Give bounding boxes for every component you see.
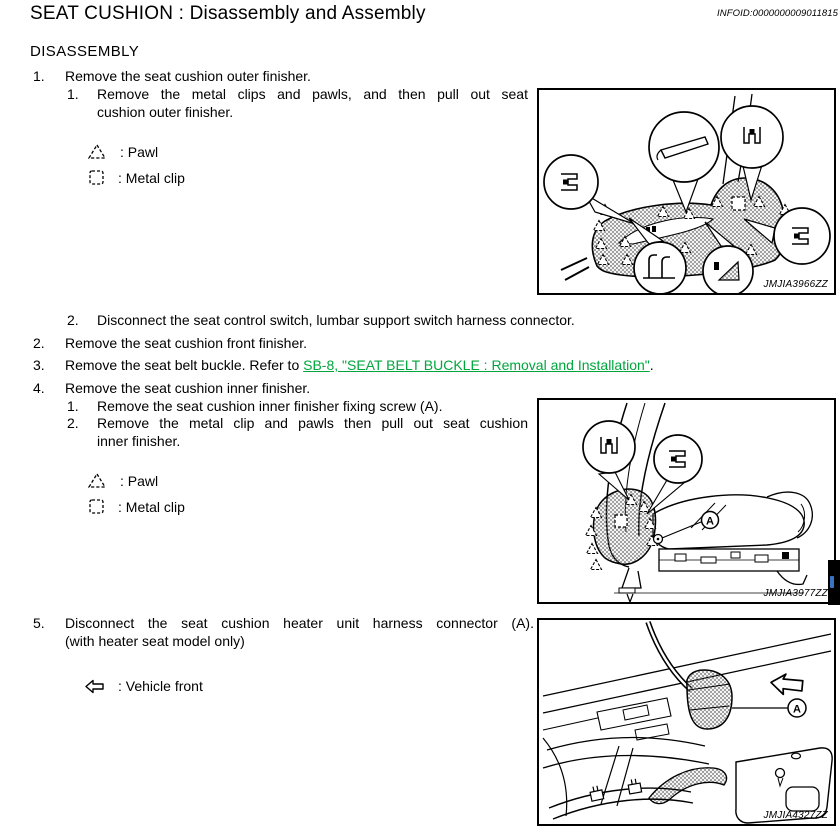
legend-metal-clip-label: : Metal clip	[118, 169, 185, 186]
label-a: A	[793, 703, 801, 716]
seat-cushion-outer-finisher-illustration	[539, 90, 834, 293]
figure-inner-finisher	[537, 398, 836, 604]
direction-arrow-icon	[769, 671, 805, 698]
step-5-text	[65, 615, 534, 650]
metal-clip-icon	[88, 498, 105, 515]
infoid-label: INFOID:0000000009011815	[717, 8, 838, 19]
section-tab-letter-fragment	[830, 576, 834, 588]
legend-metal-clip	[88, 169, 185, 186]
step-2-number: 2.	[33, 335, 45, 351]
section-heading: DISASSEMBLY	[30, 43, 140, 60]
step-1-1-line2: cushion outer finisher.	[97, 103, 234, 120]
figure-code: JMJIA3977ZZ	[763, 588, 828, 599]
step-1-2-text: Disconnect the seat control switch, lumbar support switch harness connector.	[97, 312, 575, 328]
legend-vehicle-front	[84, 678, 203, 694]
figure-heater-connector	[537, 618, 836, 826]
step-3-text-before: Remove the seat belt buckle. Refer to	[65, 357, 304, 373]
figure-code: JMJIA3966ZZ	[763, 279, 828, 290]
metal-clip-symbol	[732, 197, 745, 210]
step-4-number: 4.	[33, 380, 45, 396]
figure-code: JMJIA4327ZZ	[763, 810, 828, 821]
legend-vehicle-front-label: : Vehicle front	[118, 678, 203, 694]
step-4-2-line1: Remove the metal clip and pawls then pull out seat cushion	[97, 415, 528, 431]
step-3-text	[65, 357, 654, 375]
step-1-1-number: 1.	[67, 86, 79, 102]
page-title: SEAT CUSHION : Disassembly and Assembly	[30, 3, 426, 24]
pawl-icon	[87, 143, 107, 160]
legend-pawl-label: : Pawl	[120, 143, 159, 160]
step-2-text: Remove the seat cushion front finisher.	[65, 335, 308, 351]
step-1-number: 1.	[33, 68, 45, 84]
step-4-text: Remove the seat cushion inner finisher.	[65, 380, 311, 396]
step-1-2-number: 2.	[67, 312, 79, 328]
vehicle-front-arrow-icon	[84, 679, 105, 694]
legend-metal-clip-2	[88, 498, 185, 515]
step-4-1-number: 1.	[67, 398, 79, 414]
section-tab	[828, 560, 840, 605]
step-4-1-text: Remove the seat cushion inner finisher fixing screw (A).	[97, 398, 443, 414]
connector-a	[687, 670, 732, 729]
step-5-line2: (with heater seat model only)	[65, 632, 245, 649]
step-4-2-text	[97, 415, 528, 450]
legend-metal-clip-label: : Metal clip	[118, 498, 185, 515]
legend-pawl-2	[87, 472, 158, 489]
step-3-text-after: .	[649, 357, 654, 373]
figure-outer-finisher	[537, 88, 836, 295]
legend-pawl	[87, 143, 158, 160]
step-1-text: Remove the seat cushion outer finisher.	[65, 68, 311, 84]
label-a: A	[706, 515, 714, 528]
step-1-1-line1: Remove the metal clips and pawls, and then pull out seat	[97, 86, 528, 102]
step-1-1-text	[97, 86, 528, 121]
heater-harness-connector-illustration	[539, 620, 834, 824]
step-4-2-line2: inner finisher.	[97, 432, 181, 449]
seat-belt-buckle-link[interactable]: SB-8, "SEAT BELT BUCKLE : Removal and Installation"	[303, 357, 650, 373]
metal-clip-icon	[88, 169, 105, 186]
legend-pawl-label: : Pawl	[120, 472, 159, 489]
metal-clip-symbol	[615, 515, 627, 527]
seat-cushion-inner-finisher-illustration	[539, 400, 834, 602]
step-5-line1: Disconnect the seat cushion heater unit harness connector (A).	[65, 615, 534, 631]
step-4-2-number: 2.	[67, 415, 79, 431]
step-3-number: 3.	[33, 357, 45, 373]
pawl-icon	[87, 472, 107, 489]
step-5-number: 5.	[33, 615, 45, 631]
